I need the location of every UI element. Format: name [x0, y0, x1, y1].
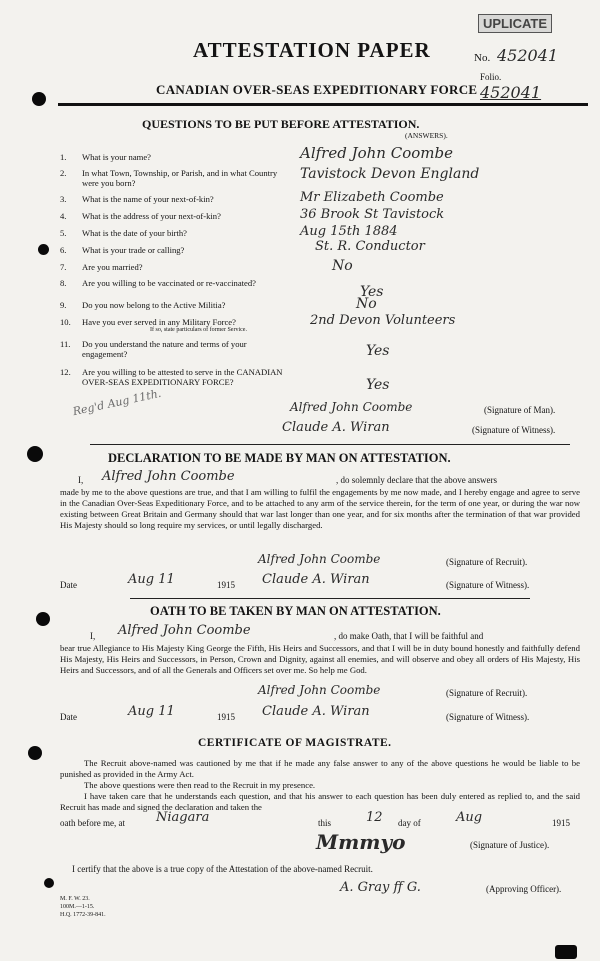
margin-note: Reg'd Aug 11th. [71, 386, 163, 419]
question-row [60, 298, 590, 312]
certificate-read: The above questions were then read to the Recruit in my presence. [84, 780, 316, 790]
declaration-witness: Claude A. Wiran [262, 572, 370, 587]
answer-text: Yes [366, 377, 390, 393]
punch-hole [27, 446, 43, 462]
question-row [60, 276, 590, 298]
oath-signature: Alfred John Coombe [258, 683, 381, 697]
declaration-heading: DECLARATION TO BE MADE BY MAN ON ATTESTATION. [108, 451, 451, 465]
question-text: What is the address of your next-of-kin? [82, 211, 221, 221]
answer-text: Alfred John Coombe [300, 144, 453, 162]
declaration-date-label: Date [60, 580, 77, 590]
declaration-year: 1915 [217, 580, 235, 590]
questions-heading: QUESTIONS TO BE PUT BEFORE ATTESTATION. [142, 117, 420, 131]
question-text: What is your trade or calling? [82, 245, 185, 255]
question-number: 9. [60, 300, 67, 310]
answer-text: No [332, 258, 353, 274]
answer-text: Tavistock Devon England [300, 166, 480, 182]
certificate-heading: CERTIFICATE OF MAGISTRATE. [198, 737, 392, 749]
document-title: ATTESTATION PAPER [193, 38, 431, 62]
oath-body: bear true Allegiance to His Majesty King George the Fifth, His Heirs and Successors, and that I will be in duty bound honestly and faithfully defend His Majesty, His Heirs and Successors, in Person, Crown and Dignity, against all enemies, and will observe and obey all orders of His Majesty, His Heirs and Successors, and of all the Generals and Officers set over me. So help me God. [60, 643, 580, 675]
approving-officer-signature: A. Gray ff G. [340, 880, 421, 895]
justice-signature: Mmmyo [316, 830, 406, 854]
man-signature-label: (Signature of Man). [484, 405, 556, 415]
oath-before-label: oath before me, at [60, 818, 125, 828]
oath-year: 1915 [552, 818, 570, 828]
question-number: 2. [60, 168, 67, 178]
witness-signature-label: (Signature of Witness). [472, 425, 556, 435]
question-text: Are you willing to be vaccinated or re-vaccinated? [82, 278, 256, 288]
question-row [60, 337, 590, 359]
oath-i: I, [90, 631, 96, 641]
answer-text: No [356, 296, 377, 312]
oath-month: Aug [456, 810, 483, 825]
question-row [60, 209, 590, 223]
question-number: 5. [60, 228, 67, 238]
declaration-witness-label: (Signature of Witness). [446, 580, 530, 590]
oath-text-start: , do make Oath, that I will be faithful and [334, 631, 484, 641]
oath-witness-label: (Signature of Witness). [446, 712, 530, 722]
answer-text: 36 Brook St Tavistock [300, 207, 445, 222]
punch-hole [555, 945, 577, 959]
question-text: Do you understand the nature and terms of your engagement? [82, 339, 247, 359]
answer-text: Yes [360, 284, 384, 300]
declaration-body: made by me to the above questions are true, and that I am willing to fulfil the engagements by me now made, and I hereby engage and agree to serve in the Canadian Over-Seas Expeditionary Force, and to be attached to any arm of the service therein, for the term of one year, or during the war now existing between Great Britain and Germany should that war last longer than one year, and for six months after the termination of that war provided His Majesty should so long require my services, or until legally discharged. [60, 487, 580, 530]
certificate-care: I have taken care that he understands each question, and that his answer to each question has been duly entered as replied to, and the said Recruit has made and signed the declaration and taken the [60, 791, 580, 812]
number-label: No. [474, 52, 491, 64]
oath-signature-label: (Signature of Recruit). [446, 688, 528, 698]
duplicate-stamp: UPLICATE [478, 14, 552, 33]
question-text: What is the name of your next-of-kin? [82, 194, 214, 204]
question-row [60, 315, 590, 335]
oath-place: Niagara [156, 810, 210, 825]
punch-hole [28, 746, 42, 760]
question-row [60, 260, 590, 274]
folio-value: 452041 [480, 83, 542, 102]
answer-text: Mr Elizabeth Coombe [300, 190, 444, 205]
oath-date: Aug 11 [128, 704, 175, 719]
oath-name: Alfred John Coombe [118, 623, 251, 638]
oath-witness: Claude A. Wiran [262, 704, 370, 719]
declaration-name: Alfred John Coombe [102, 469, 235, 484]
question-number: 1. [60, 152, 67, 162]
question-row [60, 192, 590, 206]
oath-date-label: Date [60, 712, 77, 722]
answers-label: (ANSWERS). [405, 131, 448, 140]
form-code: M. F. W. 23. [60, 896, 90, 902]
document-subtitle: CANADIAN OVER-SEAS EXPEDITIONARY FORCE [156, 82, 478, 97]
man-signature: Alfred John Coombe [290, 400, 413, 414]
question-number: 7. [60, 262, 67, 272]
declaration-i: I, [78, 475, 84, 485]
certificate-caution: The Recruit above-named was cautioned by me that if he made any false answer to any of the above questions he would be liable to be punished as provided in the Army Act. [60, 758, 580, 779]
question-text: Have you ever served in any Military Force? [82, 317, 236, 327]
print-run: 100M.—1-15. [60, 904, 95, 910]
oath-year: 1915 [217, 712, 235, 722]
punch-hole [38, 244, 49, 255]
question-text: In what Town, Township, or Parish, and in what Country were you born? [82, 168, 278, 188]
question-number: 6. [60, 245, 67, 255]
question-number: 4. [60, 211, 67, 221]
punch-hole [36, 612, 50, 626]
question-row [60, 144, 590, 164]
question-text: What is your name? [82, 152, 151, 162]
section-divider [90, 444, 570, 445]
question-text: Do you now belong to the Active Militia? [82, 300, 226, 310]
answer-text: 2nd Devon Volunteers [310, 313, 456, 328]
question-text: Are you willing to be attested to serve in the CANADIAN OVER-SEAS EXPEDITIONARY FORCE? [82, 367, 283, 387]
number-value: 452041 [497, 46, 559, 65]
punch-hole [44, 878, 54, 888]
declaration-text-start: , do solemnly declare that the above answers [336, 475, 497, 485]
file-reference: H.Q. 1772-39-841. [60, 912, 106, 918]
folio-label: Folio. [480, 72, 502, 82]
declaration-signature: Alfred John Coombe [258, 552, 381, 566]
question-number: 10. [60, 317, 71, 327]
question-number: 12. [60, 367, 71, 377]
question-number: 8. [60, 278, 67, 288]
question-row [60, 239, 590, 257]
this-label: this [318, 818, 332, 828]
answer-text: St. R. Conductor [315, 239, 425, 254]
section-divider [130, 598, 530, 599]
declaration-date: Aug 11 [128, 572, 175, 587]
day-of-label: day of [398, 818, 421, 828]
punch-hole [32, 92, 46, 106]
question-number: 3. [60, 194, 67, 204]
declaration-signature-label: (Signature of Recruit). [446, 557, 528, 567]
question-note: If so, state particulars of former Service. [150, 327, 247, 333]
answer-text: Yes [366, 343, 390, 359]
question-text: Are you married? [82, 262, 143, 272]
oath-day: 12 [366, 810, 383, 825]
oath-heading: OATH TO BE TAKEN BY MAN ON ATTESTATION. [150, 604, 441, 618]
witness-signature: Claude A. Wiran [282, 420, 390, 435]
approving-officer-label: (Approving Officer). [486, 884, 562, 894]
question-row [60, 166, 590, 188]
answer-text: Aug 15th 1884 [300, 224, 398, 239]
question-number: 11. [60, 339, 71, 349]
question-text: What is the date of your birth? [82, 228, 188, 238]
justice-signature-label: (Signature of Justice). [470, 840, 550, 850]
certify-text: I certify that the above is a true copy of the Attestation of the above-named Recruit. [72, 864, 373, 874]
question-row [60, 226, 590, 240]
header-bar [58, 103, 588, 106]
